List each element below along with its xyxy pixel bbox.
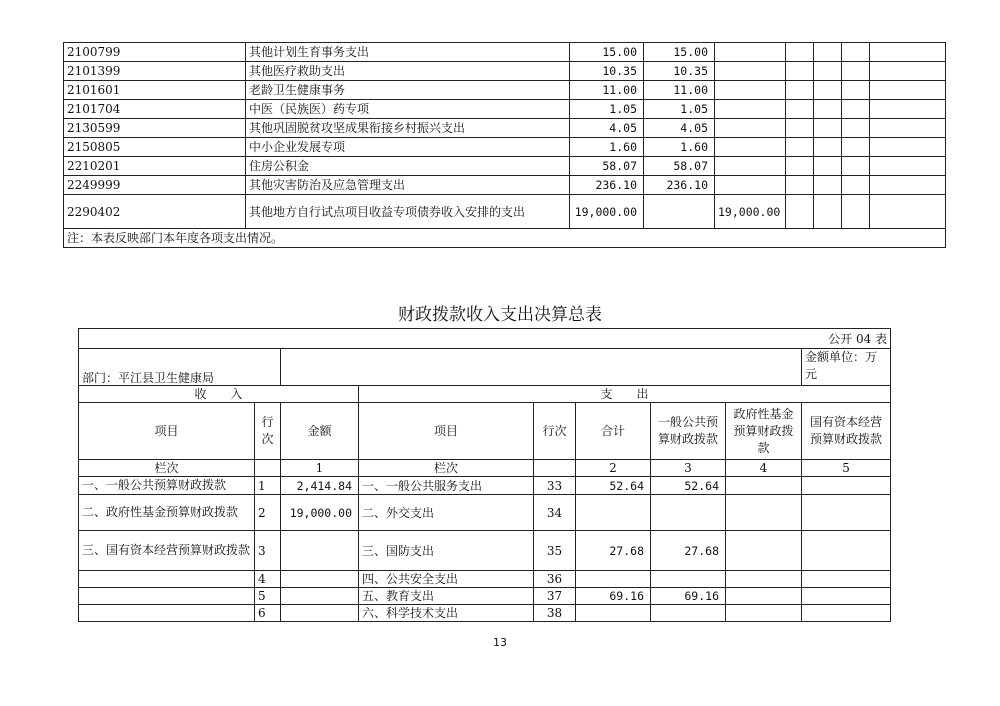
fund-budget-amount [726, 605, 802, 622]
empty-cell [786, 119, 814, 138]
expense-line-no: 34 [534, 495, 576, 531]
empty-cell [814, 138, 842, 157]
income-header: 收 入 [79, 386, 359, 403]
project-expense [715, 138, 786, 157]
empty-cell [814, 119, 842, 138]
total-amount: 15.00 [570, 43, 644, 62]
table-row [79, 588, 891, 605]
col-total: 合计 [576, 403, 651, 460]
income-amount [281, 588, 359, 605]
income-item: 三、国有资本经营预算财政拨款 [79, 531, 255, 571]
project-expense [715, 81, 786, 100]
income-line-no: 1 [255, 477, 281, 495]
expense-item: 二、外交支出 [359, 495, 534, 531]
column-index-blank-2 [534, 460, 576, 477]
table-row [64, 100, 946, 119]
expense-item: 四、公共安全支出 [359, 571, 534, 588]
table-row [64, 62, 946, 81]
income-amount: 2,414.84 [281, 477, 359, 495]
col-state-capital: 国有资本经营预算财政拨款 [802, 403, 891, 460]
note-row [64, 229, 946, 248]
column-index-4: 4 [726, 460, 802, 477]
empty-cell [842, 62, 870, 81]
income-item: 二、政府性基金预算财政拨款 [79, 495, 255, 531]
state-capital-amount [802, 531, 891, 571]
basic-expense: 4.05 [644, 119, 715, 138]
empty-cell [814, 81, 842, 100]
column-index-5: 5 [802, 460, 891, 477]
empty-cell [842, 138, 870, 157]
income-amount [281, 531, 359, 571]
column-index-label: 栏次 [79, 460, 255, 477]
empty-cell [786, 43, 814, 62]
table-row [64, 119, 946, 138]
empty-cell [870, 43, 946, 62]
total-amount: 1.60 [570, 138, 644, 157]
expense-line-no: 35 [534, 531, 576, 571]
income-item [79, 605, 255, 622]
col-income-amount: 金额 [281, 403, 359, 460]
expense-item: 六、科学技术支出 [359, 605, 534, 622]
income-line-no: 3 [255, 531, 281, 571]
empty-cell [814, 157, 842, 176]
fiscal-summary-table [78, 328, 891, 622]
subject-name: 其他地方自行试点项目收益专项债券收入安排的支出 [246, 195, 570, 229]
empty-cell [786, 100, 814, 119]
expense-total: 69.16 [576, 588, 651, 605]
expense-item: 一、一般公共服务支出 [359, 477, 534, 495]
empty-cell [814, 176, 842, 195]
expense-total [576, 495, 651, 531]
basic-expense: 11.00 [644, 81, 715, 100]
subject-code: 2210201 [64, 157, 246, 176]
report-title: 财政拨款收入支出决算总表 [398, 305, 602, 325]
subject-name: 中小企业发展专项 [246, 138, 570, 157]
col-income-line-no: 行次 [255, 403, 281, 460]
project-expense [715, 157, 786, 176]
empty-cell [786, 62, 814, 81]
general-budget-amount [651, 605, 726, 622]
state-capital-amount [802, 571, 891, 588]
expense-total [576, 605, 651, 622]
income-line-no: 5 [255, 588, 281, 605]
header-blank-cell [281, 349, 802, 386]
empty-cell [870, 157, 946, 176]
column-index-2: 2 [576, 460, 651, 477]
state-capital-amount [802, 588, 891, 605]
table-row [79, 495, 891, 531]
fund-budget-amount [726, 571, 802, 588]
subject-code: 2150805 [64, 138, 246, 157]
income-amount [281, 605, 359, 622]
total-amount: 1.05 [570, 100, 644, 119]
basic-expense: 236.10 [644, 176, 715, 195]
subject-code: 2101601 [64, 81, 246, 100]
subject-code: 2101704 [64, 100, 246, 119]
total-amount: 11.00 [570, 81, 644, 100]
table-row [79, 605, 891, 622]
table-row [64, 43, 946, 62]
empty-cell [870, 62, 946, 81]
basic-expense: 1.60 [644, 138, 715, 157]
subject-name: 老龄卫生健康事务 [246, 81, 570, 100]
expense-line-no: 36 [534, 571, 576, 588]
empty-cell [842, 81, 870, 100]
subject-name: 中医（民族医）药专项 [246, 100, 570, 119]
total-amount: 19,000.00 [570, 195, 644, 229]
general-budget-amount [651, 495, 726, 531]
table-row [79, 571, 891, 588]
department-label: 部门：平江县卫生健康局 [79, 349, 281, 386]
empty-cell [814, 195, 842, 229]
project-expense [715, 119, 786, 138]
state-capital-amount [802, 605, 891, 622]
empty-cell [814, 43, 842, 62]
expense-line-no: 33 [534, 477, 576, 495]
empty-cell [870, 100, 946, 119]
empty-cell [786, 138, 814, 157]
general-budget-amount: 69.16 [651, 588, 726, 605]
empty-cell [842, 119, 870, 138]
basic-expense: 10.35 [644, 62, 715, 81]
column-index-label-2: 栏次 [359, 460, 534, 477]
state-capital-amount [802, 477, 891, 495]
expense-item: 三、国防支出 [359, 531, 534, 571]
subject-name: 其他灾害防治及应急管理支出 [246, 176, 570, 195]
subject-name: 其他计划生育事务支出 [246, 43, 570, 62]
empty-cell [870, 138, 946, 157]
empty-cell [842, 157, 870, 176]
empty-cell [870, 81, 946, 100]
project-expense [715, 100, 786, 119]
subject-code: 2290402 [64, 195, 246, 229]
expense-header: 支 出 [359, 386, 891, 403]
empty-cell [842, 100, 870, 119]
basic-expense: 58.07 [644, 157, 715, 176]
fund-budget-amount [726, 495, 802, 531]
project-expense [715, 43, 786, 62]
income-line-no: 2 [255, 495, 281, 531]
income-item [79, 588, 255, 605]
income-item: 一、一般公共预算财政拨款 [79, 477, 255, 495]
project-expense: 19,000.00 [715, 195, 786, 229]
column-index-3: 3 [651, 460, 726, 477]
project-expense [715, 62, 786, 81]
total-amount: 58.07 [570, 157, 644, 176]
subject-name: 其他医疗救助支出 [246, 62, 570, 81]
empty-cell [814, 100, 842, 119]
expense-line-no: 38 [534, 605, 576, 622]
expense-total [576, 571, 651, 588]
subject-code: 2130599 [64, 119, 246, 138]
state-capital-amount [802, 495, 891, 531]
col-general-budget: 一般公共预算财政拨款 [651, 403, 726, 460]
expense-total: 52.64 [576, 477, 651, 495]
empty-cell [786, 195, 814, 229]
empty-cell [870, 195, 946, 229]
empty-cell [786, 157, 814, 176]
empty-cell [842, 43, 870, 62]
empty-cell [842, 195, 870, 229]
table-row [64, 195, 946, 229]
empty-cell [842, 176, 870, 195]
income-item [79, 571, 255, 588]
subject-code: 2100799 [64, 43, 246, 62]
form-number: 公开 04 表 [79, 329, 891, 349]
table-row [64, 138, 946, 157]
empty-cell [786, 81, 814, 100]
empty-cell [786, 176, 814, 195]
total-amount: 10.35 [570, 62, 644, 81]
unit-label: 金额单位：万元 [802, 349, 891, 386]
expense-line-no: 37 [534, 588, 576, 605]
expense-total: 27.68 [576, 531, 651, 571]
subject-code: 2101399 [64, 62, 246, 81]
empty-cell [814, 62, 842, 81]
fund-budget-amount [726, 588, 802, 605]
basic-expense [644, 195, 715, 229]
empty-cell [870, 119, 946, 138]
col-income-item: 项目 [79, 403, 255, 460]
project-expense [715, 176, 786, 195]
page-number: 13 [493, 636, 507, 649]
expense-item: 五、教育支出 [359, 588, 534, 605]
table-row [64, 176, 946, 195]
fund-budget-amount [726, 531, 802, 571]
basic-expense: 15.00 [644, 43, 715, 62]
basic-expense: 1.05 [644, 100, 715, 119]
table-row [64, 157, 946, 176]
col-expense-item: 项目 [359, 403, 534, 460]
table-row [64, 81, 946, 100]
income-amount: 19,000.00 [281, 495, 359, 531]
fund-budget-amount [726, 477, 802, 495]
income-amount [281, 571, 359, 588]
subject-name: 住房公积金 [246, 157, 570, 176]
table-row [79, 477, 891, 495]
income-line-no: 4 [255, 571, 281, 588]
general-budget-amount [651, 571, 726, 588]
empty-cell [870, 176, 946, 195]
col-expense-line-no: 行次 [534, 403, 576, 460]
income-line-no: 6 [255, 605, 281, 622]
table-note: 注：本表反映部门本年度各项支出情况。 [64, 229, 946, 248]
column-index-blank [255, 460, 281, 477]
subject-name: 其他巩固脱贫攻坚成果衔接乡村振兴支出 [246, 119, 570, 138]
col-fund-budget: 政府性基金预算财政拨款 [726, 403, 802, 460]
column-index-1: 1 [281, 460, 359, 477]
general-budget-amount: 27.68 [651, 531, 726, 571]
table-row [79, 531, 891, 571]
general-budget-amount: 52.64 [651, 477, 726, 495]
subject-code: 2249999 [64, 176, 246, 195]
expenditure-detail-table [63, 42, 946, 248]
total-amount: 4.05 [570, 119, 644, 138]
total-amount: 236.10 [570, 176, 644, 195]
